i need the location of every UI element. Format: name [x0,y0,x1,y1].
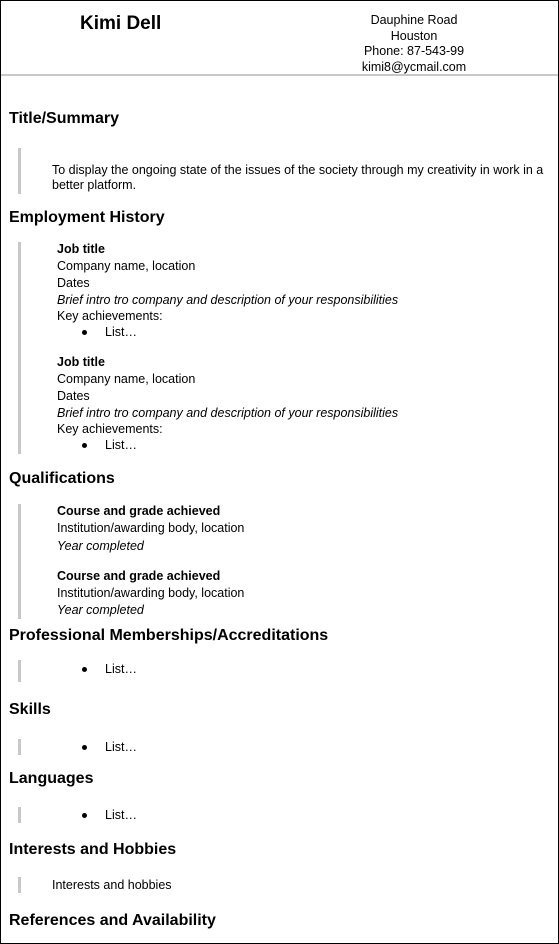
address-line-1: Dauphine Road [370,13,458,27]
job-1-achievements-label: Key achievements: [57,309,163,323]
interests-heading: Interests and Hobbies [9,841,177,858]
job-1-dates: Dates [57,276,90,290]
job-2-achievements-label: Key achievements: [57,422,163,436]
job-2-title: Job title [57,355,105,369]
job-1-company: Company name, location [57,259,196,273]
qualification-2-course: Course and grade achieved [57,569,221,583]
summary-indent-bar [18,148,21,194]
job-1-title: Job title [57,242,105,256]
qualifications-indent-bar [18,504,21,619]
candidate-name: Kimi Dell [80,13,162,34]
qualification-2-year: Year completed [57,603,144,617]
job-1-intro: Brief intro tro company and description of your responsibilities [57,293,399,307]
languages-list-item: List… [105,808,137,822]
skills-list-item: List… [105,740,137,754]
job-2-company: Company name, location [57,372,196,386]
job-2-dates: Dates [57,389,90,403]
qualification-1-institution: Institution/awarding body, location [57,521,245,535]
interests-indent-bar [18,877,21,893]
job-2-intro: Brief intro tro company and description of your responsibilities [57,406,399,420]
summary-heading: Title/Summary [9,110,119,127]
employment-indent-bar [18,242,21,454]
job-2-list-item: List… [105,438,137,452]
skills-heading: Skills [9,701,51,718]
qualification-1-course: Course and grade achieved [57,504,221,518]
memberships-heading: Professional Memberships/Accreditations [9,627,329,644]
memberships-indent-bar [18,660,21,682]
job-1-bullet [82,330,87,335]
employment-heading: Employment History [9,209,165,226]
job-2-bullet [82,443,87,448]
languages-heading: Languages [9,770,94,787]
summary-text: To display the ongoing state of the issues of the society through my creativity in work in a better platform. [52,163,544,192]
resume-header [1,1,558,75]
interests-text: Interests and hobbies [52,878,172,892]
skills-indent-bar [18,739,21,755]
contact-block [334,13,494,75]
languages-indent-bar [18,807,21,823]
languages-bullet [82,813,87,818]
qualifications-heading: Qualifications [9,470,115,487]
header-divider [1,74,558,76]
references-heading: References and Availability [9,912,216,929]
qualification-1-year: Year completed [57,539,144,553]
job-1-list-item: List… [105,325,137,339]
address-line-2: Houston [390,28,438,43]
memberships-bullet [82,667,87,672]
memberships-list-item: List… [105,662,137,676]
email-address: kimi8@ycmail.com [361,59,467,74]
phone-number: Phone: 87-543-99 [363,44,465,58]
skills-bullet [82,745,87,750]
qualification-2-institution: Institution/awarding body, location [57,586,245,600]
